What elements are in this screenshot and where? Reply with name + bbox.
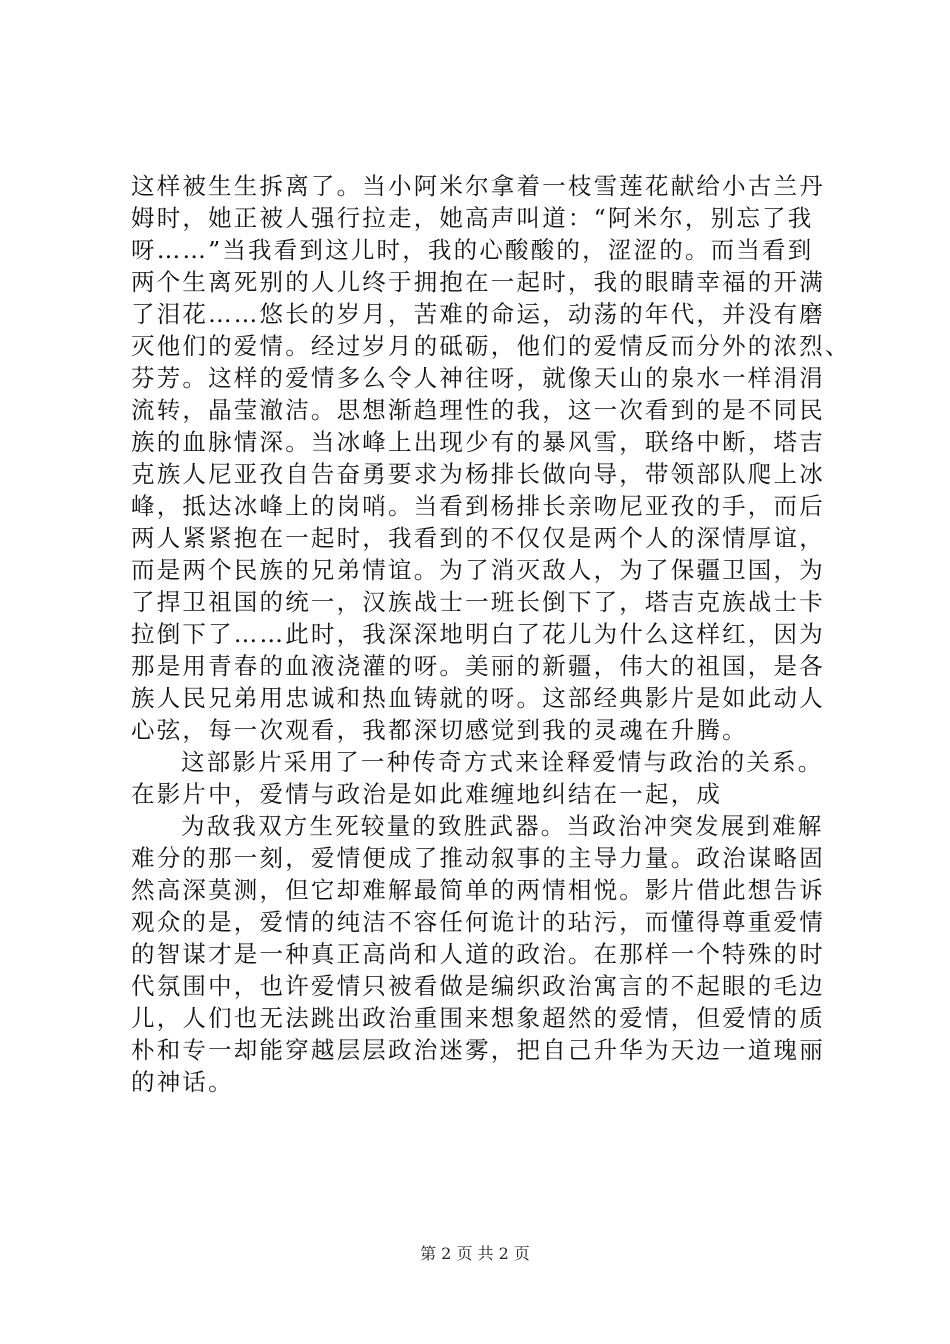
text-line: 拉倒下了……此时，我深深地明白了花儿为什么这样红，因为	[131, 620, 825, 648]
text-line: 在影片中，爱情与政治是如此难缠地纠结在一起，成	[131, 780, 723, 808]
text-line: 而是两个民族的兄弟情谊。为了消灭敌人，为了保疆卫国，为	[131, 556, 825, 584]
text-line: 儿，人们也无法跳出政治重围来想象超然的爱情，但爱情的质	[131, 1004, 825, 1032]
text-line: 观众的是，爱情的纯洁不容任何诡计的玷污，而懂得尊重爱情	[131, 908, 825, 936]
text-line: 的神话。	[131, 1068, 234, 1096]
paragraph-start-line: 为敌我双方生死较量的致胜武器。当政治冲突发展到难解	[181, 812, 824, 840]
text-line: 流转，晶莹澈洁。思想渐趋理性的我，这一次看到的是不同民	[131, 396, 825, 424]
paragraph-start-line: 这部影片采用了一种传奇方式来诠释爱情与政治的关系。	[181, 748, 824, 776]
text-line: 克族人尼亚孜自告奋勇要求为杨排长做向导，带领部队爬上冰	[131, 460, 825, 488]
document-body	[131, 170, 851, 1098]
text-line: 代氛围中，也许爱情只被看做是编织政治寓言的不起眼的毛边	[131, 972, 825, 1000]
text-line: 峰，抵达冰峰上的岗哨。当看到杨排长亲吻尼亚孜的手，而后	[131, 492, 825, 520]
text-line: 姆时，她正被人强行拉走，她高声叫道：“阿米尔，别忘了我	[131, 204, 814, 232]
text-line: 族的血脉情深。当冰峰上出现少有的暴风雪，联络中断，塔吉	[131, 428, 825, 456]
text-line: 族人民兄弟用忠诚和热血铸就的呀。这部经典影片是如此动人	[131, 684, 825, 712]
text-line: 两个生离死别的人儿终于拥抱在一起时，我的眼睛幸福的开满	[131, 268, 825, 296]
text-line: 的智谋才是一种真正高尚和人道的政治。在那样一个特殊的时	[131, 940, 825, 968]
text-line: 难分的那一刻，爱情便成了推动叙事的主导力量。政治谋略固	[131, 844, 825, 872]
page-number-footer: 第 2 页 共 2 页	[420, 1244, 530, 1263]
text-line: 灭他们的爱情。经过岁月的砥砺，他们的爱情反而分外的浓烈、	[131, 332, 851, 360]
text-line: 了捍卫祖国的统一，汉族战士一班长倒下了，塔吉克族战士卡	[131, 588, 825, 616]
text-line: 然高深莫测，但它却难解最简单的两情相悦。影片借此想告诉	[131, 876, 825, 904]
text-line: 了泪花……悠长的岁月，苦难的命运，动荡的年代，并没有磨	[131, 300, 825, 328]
text-line: 芬芳。这样的爱情多么令人神往呀，就像天山的泉水一样涓涓	[131, 364, 825, 392]
text-line: 朴和专一却能穿越层层政治迷雾，把自己升华为天边一道瑰丽	[131, 1036, 825, 1064]
text-line: 那是用青春的血液浇灌的呀。美丽的新疆，伟大的祖国，是各	[131, 652, 825, 680]
text-line: 呀……”当我看到这儿时，我的心酸酸的，涩涩的。而当看到	[131, 236, 814, 264]
text-line: 这样被生生拆离了。当小阿米尔拿着一枝雪莲花献给小古兰丹	[131, 172, 825, 200]
text-line: 两人紧紧抱在一起时，我看到的不仅仅是两个人的深情厚谊，	[131, 524, 825, 552]
text-line: 心弦，每一次观看，我都深切感觉到我的灵魂在升腾。	[131, 716, 748, 744]
